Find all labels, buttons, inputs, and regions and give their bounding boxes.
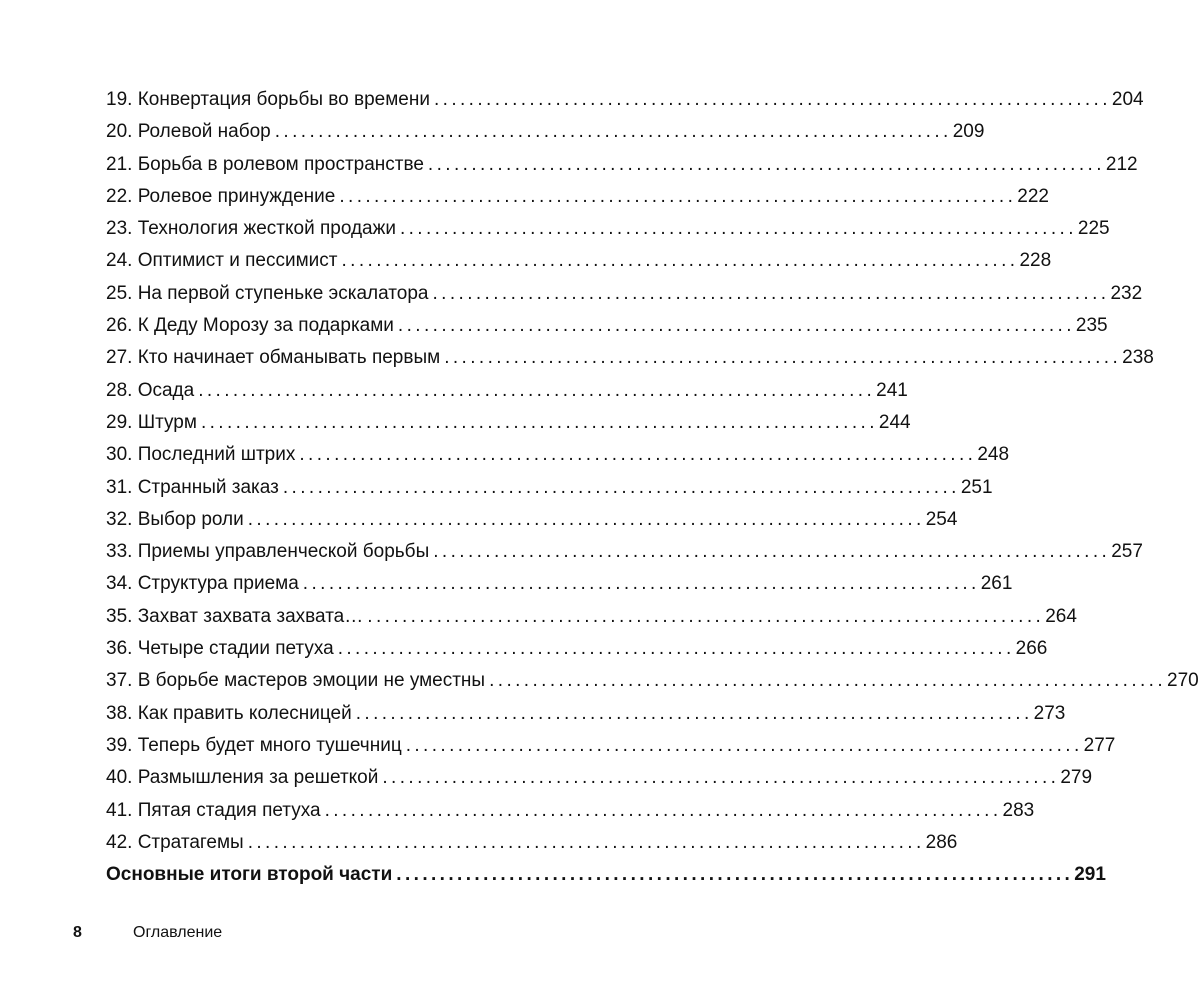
dot-leader: .............................................................................. bbox=[489, 670, 1167, 692]
toc-entry-title: 32. Выбор роли bbox=[106, 508, 244, 530]
toc-entry-page: 254 bbox=[925, 508, 958, 530]
toc-entry[interactable] bbox=[106, 245, 1052, 277]
toc-entry-page: 264 bbox=[1045, 605, 1077, 627]
dot-leader: .............................................................................. bbox=[200, 411, 878, 433]
dot-leader: .............................................................................. bbox=[444, 347, 1122, 369]
dot-leader: .............................................................................. bbox=[405, 734, 1083, 756]
dot-leader: .............................................................................. bbox=[432, 282, 1110, 304]
dot-leader: .............................................................................. bbox=[299, 444, 977, 466]
dot-leader: .............................................................................. bbox=[399, 218, 1077, 240]
toc-entry-page: 244 bbox=[878, 411, 911, 433]
toc-entry-page: 232 bbox=[1110, 282, 1143, 304]
toc-entry-title: 38. Как править колесницей bbox=[106, 702, 352, 724]
toc-entry[interactable] bbox=[106, 84, 1144, 116]
toc-entry[interactable] bbox=[106, 116, 985, 148]
toc-entry-title: 39. Теперь будет много тушечниц bbox=[106, 734, 402, 756]
dot-leader: .............................................................................. bbox=[274, 121, 952, 143]
toc-entry[interactable] bbox=[106, 181, 1049, 213]
toc-entry-page: 273 bbox=[1033, 702, 1066, 724]
toc-entry[interactable] bbox=[106, 601, 1077, 633]
toc-entry[interactable] bbox=[106, 375, 908, 407]
dot-leader: .............................................................................. bbox=[367, 605, 1045, 627]
dot-leader: .............................................................................. bbox=[433, 541, 1111, 563]
toc-entry-title: 27. Кто начинает обманывать первым bbox=[106, 347, 441, 369]
toc-summary-page: 291 bbox=[1074, 864, 1106, 886]
running-section-title: Оглавление bbox=[133, 924, 223, 941]
dot-leader: .............................................................................. bbox=[247, 831, 925, 853]
toc-entry[interactable] bbox=[106, 472, 993, 504]
toc-entry-page: 286 bbox=[925, 831, 958, 853]
toc-entry-title: 26. К Деду Морозу за подарками bbox=[106, 315, 394, 337]
toc-entry-title: 37. В борьбе мастеров эмоции не уместны bbox=[106, 670, 486, 692]
toc-entry-title: 24. Оптимист и пессимист bbox=[106, 250, 338, 272]
toc-entry[interactable] bbox=[106, 698, 1066, 730]
dot-leader: .............................................................................. bbox=[382, 767, 1060, 789]
toc-entry[interactable] bbox=[106, 407, 911, 439]
toc-entry-title: 21. Борьба в ролевом пространстве bbox=[106, 153, 424, 175]
toc-entry[interactable] bbox=[106, 504, 958, 536]
toc-entry-title: 42. Стратагемы bbox=[106, 831, 244, 853]
toc-entry-page: 204 bbox=[1111, 89, 1144, 110]
toc-entry-title: 34. Структура приема bbox=[106, 573, 299, 595]
toc-entry-page: 266 bbox=[1015, 638, 1048, 660]
toc-entry-title: 31. Странный заказ bbox=[106, 476, 279, 498]
toc-entry[interactable] bbox=[106, 310, 1108, 342]
toc-entry[interactable] bbox=[106, 439, 1010, 471]
toc-entry-page: 261 bbox=[980, 573, 1013, 595]
toc-entry-page: 212 bbox=[1105, 153, 1138, 175]
dot-leader: .............................................................................. bbox=[396, 864, 1074, 886]
toc-entry[interactable] bbox=[106, 762, 1093, 794]
toc-entry[interactable] bbox=[106, 149, 1138, 181]
toc-summary-entry[interactable] bbox=[106, 859, 1106, 891]
toc-entry[interactable] bbox=[106, 665, 1199, 697]
toc-entry-page: 279 bbox=[1060, 767, 1093, 789]
toc-entry-title: 30. Последний штрих bbox=[106, 444, 296, 466]
page-number: 8 bbox=[73, 924, 82, 941]
dot-leader: .............................................................................. bbox=[397, 315, 1075, 337]
toc-entry-page: 241 bbox=[876, 379, 908, 401]
toc-entry-page: 283 bbox=[1002, 799, 1035, 821]
dot-leader: .............................................................................. bbox=[433, 89, 1111, 110]
toc-entry-title: 20. Ролевой набор bbox=[106, 121, 271, 143]
toc-entry[interactable] bbox=[106, 213, 1110, 245]
toc-entry-title: 23. Технология жесткой продажи bbox=[106, 218, 396, 240]
toc-entry[interactable] bbox=[106, 827, 958, 859]
toc-entry-title: 22. Ролевое принуждение bbox=[106, 185, 336, 207]
dot-leader: .............................................................................. bbox=[324, 799, 1002, 821]
toc-entry-page: 251 bbox=[960, 476, 993, 498]
toc-entry-page: 257 bbox=[1111, 541, 1143, 563]
toc-entry[interactable] bbox=[106, 633, 1048, 665]
toc-entry-title: 33. Приемы управленческой борьбы bbox=[106, 541, 430, 563]
toc-entry-page: 228 bbox=[1019, 250, 1052, 272]
toc-entry-title: 25. На первой ступеньке эскалатора bbox=[106, 282, 429, 304]
toc-entry[interactable] bbox=[106, 568, 1013, 600]
toc-entry-title: 40. Размышления за решеткой bbox=[106, 767, 379, 789]
toc-entry-page: 225 bbox=[1077, 218, 1110, 240]
toc-entry[interactable] bbox=[106, 730, 1116, 762]
toc-entry-title: 19. Конвертация борьбы во времени bbox=[106, 89, 430, 110]
toc-entry-page: 235 bbox=[1075, 315, 1108, 337]
toc-summary-title: Основные итоги второй части bbox=[106, 864, 393, 886]
toc-entry[interactable] bbox=[106, 536, 1143, 568]
toc-entry[interactable] bbox=[106, 278, 1143, 310]
toc-entry[interactable] bbox=[106, 795, 1035, 827]
toc-entry-page: 209 bbox=[952, 121, 985, 143]
dot-leader: .............................................................................. bbox=[282, 476, 960, 498]
toc-entry-title: 41. Пятая стадия петуха bbox=[106, 799, 321, 821]
toc-entry-title: 36. Четыре стадии петуха bbox=[106, 638, 334, 660]
dot-leader: .............................................................................. bbox=[339, 185, 1017, 207]
dot-leader: .............................................................................. bbox=[427, 153, 1105, 175]
toc-entry-title: 35. Захват захвата захвата… bbox=[106, 605, 364, 627]
toc-entry-title: 29. Штурм bbox=[106, 411, 197, 433]
toc-entry-title: 28. Осада bbox=[106, 379, 195, 401]
dot-leader: .............................................................................. bbox=[355, 702, 1033, 724]
dot-leader: .............................................................................. bbox=[337, 638, 1015, 660]
table-of-contents bbox=[106, 84, 1199, 891]
toc-entry-page: 277 bbox=[1083, 734, 1116, 756]
toc-entry-page: 270 bbox=[1167, 670, 1199, 692]
toc-entry-page: 248 bbox=[977, 444, 1010, 466]
dot-leader: .............................................................................. bbox=[302, 573, 980, 595]
toc-entry[interactable] bbox=[106, 342, 1154, 374]
dot-leader: .............................................................................. bbox=[247, 508, 925, 530]
dot-leader: .............................................................................. bbox=[341, 250, 1019, 272]
page-footer bbox=[73, 922, 222, 944]
toc-entry-page: 222 bbox=[1017, 185, 1049, 207]
toc-entry-page: 238 bbox=[1122, 347, 1154, 369]
dot-leader: .............................................................................. bbox=[198, 379, 876, 401]
